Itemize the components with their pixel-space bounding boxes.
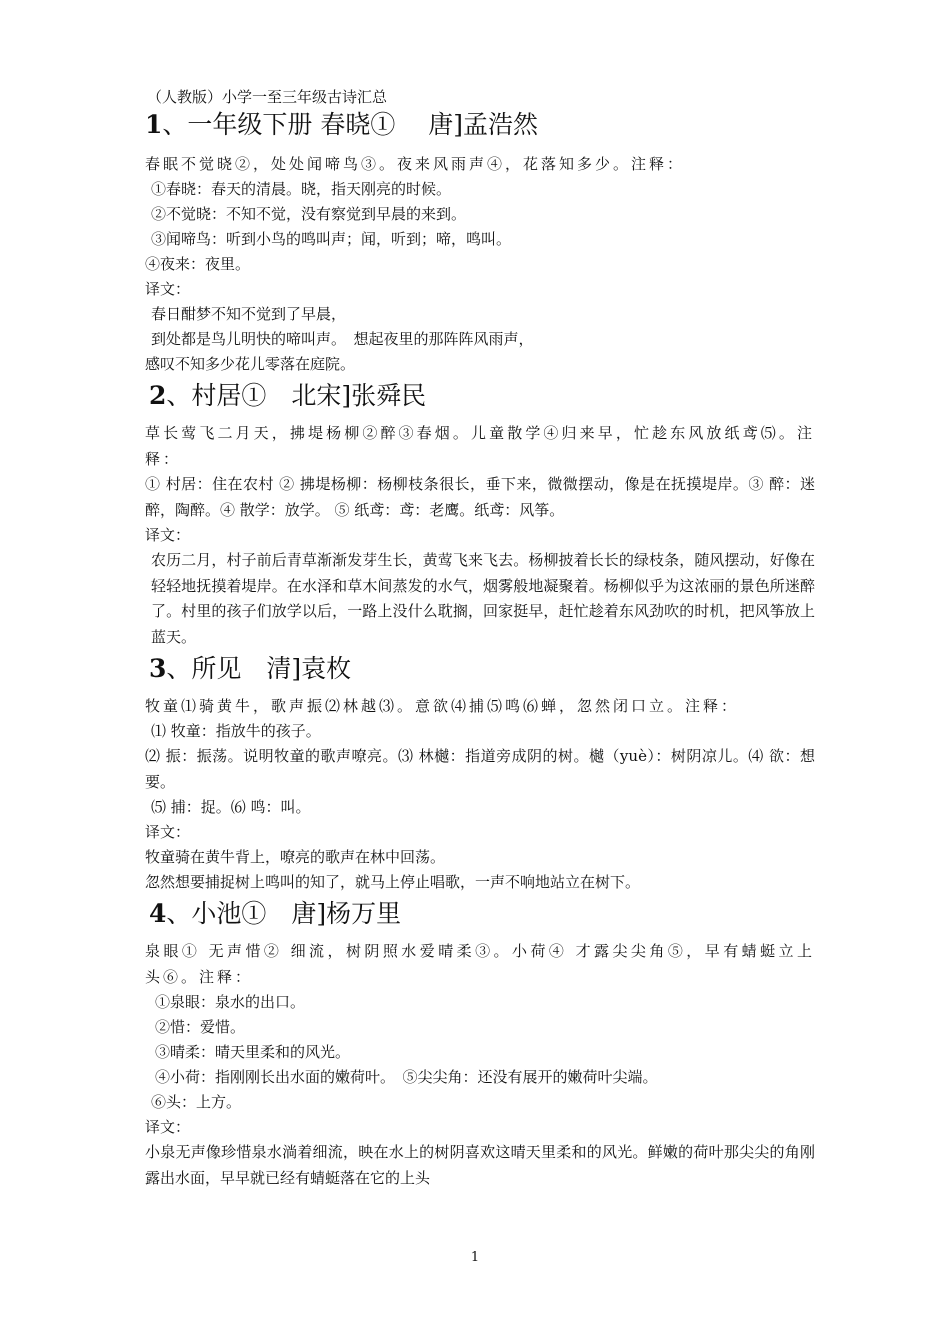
translation-line: 春日酣梦不知不觉到了早晨， (151, 305, 347, 323)
note-line: ③晴柔：晴天里柔和的风光。 (155, 1043, 351, 1061)
translation-paragraph: 农历二月，村子前后青草渐渐发芽生长，黄莺飞来飞去。杨柳披着长长的绿枝条，随风摆动，好像在轻轻地抚摸着堤岸。在水泽和草木间蒸发的水气，烟雾般地凝聚着。杨柳似乎为这浓丽的景色所迷醉了。村里的孩子们放学以后，一路上没什么耽搁，回家挺早，赶忙趁着东风劲吹的时机，把风筝放上蓝天。 (151, 551, 815, 646)
note-line: ④夜来：夜里。 (145, 255, 251, 273)
note-line: ①春晓：春天的清晨。晓，指天刚亮的时候。 (151, 180, 452, 198)
section-number: 1 (145, 110, 163, 139)
poem-text: 泉眼① 无声惜② 细流，树阴照水爱晴柔③。小荷④ 才露尖尖角⑤，早有蜻蜓立上头⑥。注释： (145, 942, 815, 986)
poem-text: 牧童⑴骑黄牛，歌声振⑵林越⑶。意欲⑷捕⑸鸣⑹蝉，忽然闭口立。注释： (145, 697, 740, 715)
poem-text: 草长莺飞二月天，拂堤杨柳②醉③春烟。儿童散学④归来早，忙趁东风放纸鸢⑸。注释： (145, 424, 815, 468)
note-line: ①泉眼：泉水的出口。 (155, 993, 306, 1011)
section-number: 4 (149, 899, 167, 928)
note-line: ⑴ 牧童：指放牛的孩子。 (151, 722, 321, 740)
section-title: 、所见 清]袁枚 (166, 654, 352, 683)
section-title: 、一年级下册 春晓① 唐]孟浩然 (162, 110, 539, 139)
translation-label: 译文： (145, 1118, 191, 1136)
section-title: 、村居① 北宋]张舜民 (166, 381, 427, 410)
document-page (145, 86, 815, 1191)
translation-line: 牧童骑在黄牛背上，嘹亮的歌声在林中回荡。 (145, 848, 446, 866)
section-title: 、小池① 唐]杨万里 (166, 899, 402, 928)
poem-text: 春眠不觉晓②，处处闻啼鸟③。夜来风雨声④，花落知多少。注释： (145, 155, 686, 173)
translation-paragraph: 小泉无声像珍惜泉水淌着细流，映在水上的树阴喜欢这晴天里柔和的风光。鲜嫩的荷叶那尖尖的角刚露出水面，早早就已经有蜻蜓落在它的上头 (145, 1143, 815, 1187)
translation-line: 感叹不知多少花儿零落在庭院。 (145, 355, 356, 373)
section-3 (145, 652, 815, 895)
section-heading (145, 379, 815, 413)
translation-label: 译文： (145, 823, 191, 841)
section-1 (145, 108, 815, 377)
note-line: ②不觉晓：不知不觉，没有察觉到早晨的来到。 (151, 205, 467, 223)
translation-label: 译文： (145, 280, 191, 298)
translation-line: 到处都是鸟儿明快的啼叫声。 想起夜里的那阵阵风雨声， (151, 330, 534, 348)
note-line: ④小荷：指刚刚长出水面的嫩荷叶。 ⑤尖尖角：还没有展开的嫩荷叶尖端。 (155, 1068, 658, 1086)
document-title: （人教版）小学一至三年级古诗汇总 (147, 88, 388, 106)
section-heading (145, 652, 815, 686)
section-number: 3 (149, 654, 167, 683)
note-line: ②惜：爱惜。 (155, 1018, 246, 1036)
section-heading (145, 108, 815, 142)
note-line: ⑸ 捕：捉。⑹ 鸣：叫。 (151, 798, 311, 816)
page-number: 1 (470, 1250, 480, 1265)
note-line: ⑥头：上方。 (151, 1093, 242, 1111)
translation-line: 忽然想要捕捉树上鸣叫的知了，就马上停止唱歌，一声不响地站立在树下。 (145, 873, 641, 891)
section-4 (145, 897, 815, 1191)
section-2 (145, 379, 815, 650)
note-line: ③闻啼鸟：听到小鸟的鸣叫声；闻，听到；啼，鸣叫。 (151, 230, 512, 248)
notes-paragraph: ⑵ 振：振荡。说明牧童的歌声嘹亮。⑶ 林樾：指道旁成阴的树。樾（yuè）：树阴凉儿。⑷ 欲：想要。 (145, 747, 815, 791)
section-number: 2 (149, 381, 167, 410)
notes-paragraph: ① 村居：住在农村 ② 拂堤杨柳：杨柳枝条很长，垂下来，微微摆动，像是在抚摸堤岸。③ 醉：迷醉，陶醉。④ 散学：放学。 ⑤ 纸鸢：鸢：老鹰。纸鸢：风筝。 (145, 475, 815, 519)
translation-label: 译文： (145, 526, 191, 544)
section-heading (145, 897, 815, 931)
